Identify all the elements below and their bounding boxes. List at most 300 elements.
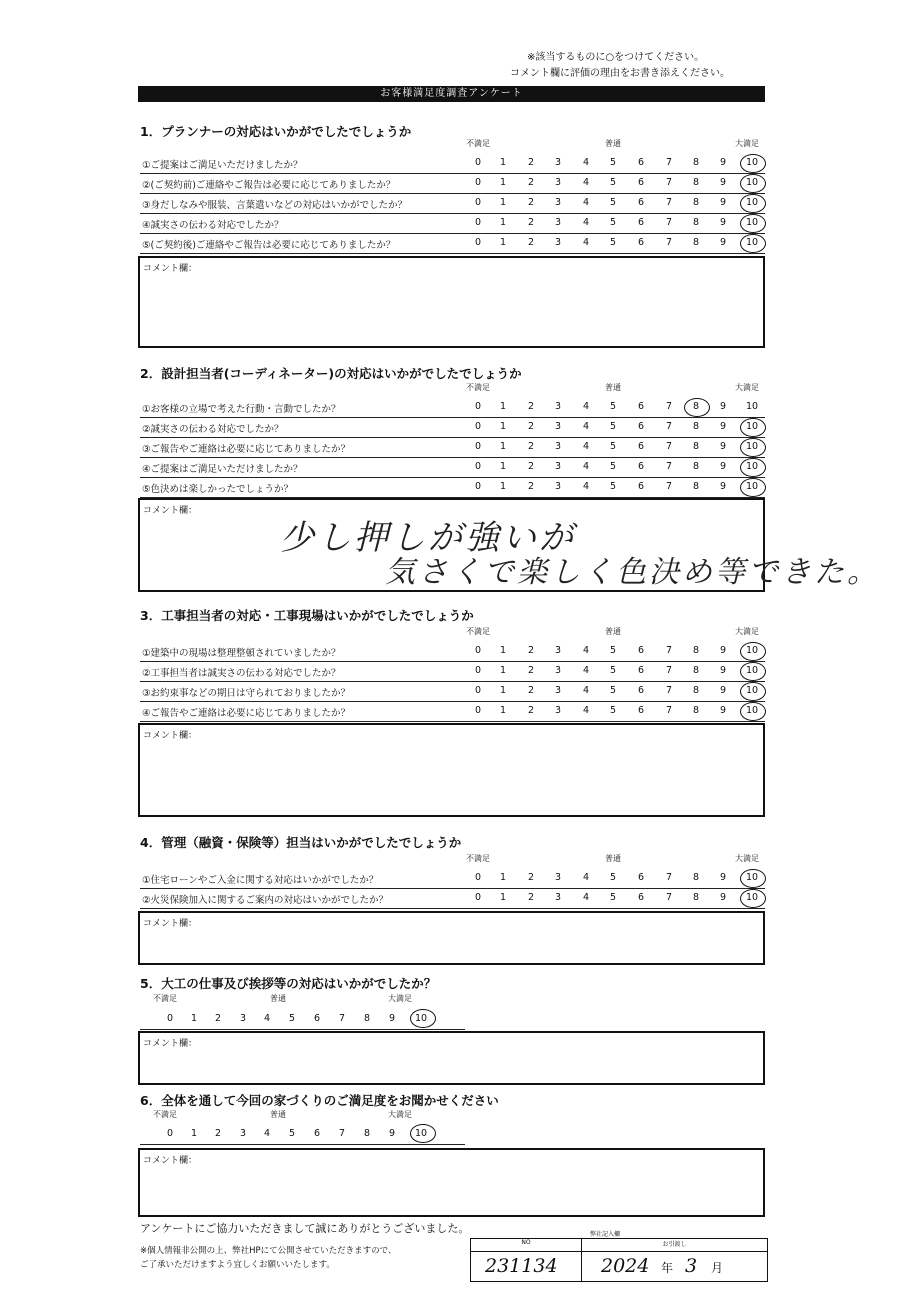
rating-option-4[interactable]: 4 — [582, 441, 590, 452]
rating-option-8[interactable]: 8 — [364, 1128, 371, 1139]
rating-option-3[interactable]: 3 — [554, 217, 562, 228]
rating-option-1[interactable]: 1 — [499, 197, 507, 208]
rating-option-10[interactable]: 10 — [746, 237, 759, 248]
rating-option-5[interactable]: 5 — [289, 1128, 296, 1139]
rating-option-7[interactable]: 7 — [665, 645, 673, 656]
rating-option-2[interactable]: 2 — [527, 177, 535, 188]
comment-label: コメント欄： — [143, 506, 198, 516]
rating-option-2[interactable]: 2 — [527, 872, 535, 883]
scale-label-low: 不満足 — [466, 383, 490, 392]
rating-option-0[interactable]: 0 — [474, 481, 482, 492]
rating-option-6[interactable]: 6 — [637, 217, 645, 228]
rating-option-10[interactable]: 10 — [746, 872, 759, 883]
selected-rating-circle — [740, 702, 766, 721]
comment-label: コメント欄： — [143, 1039, 198, 1049]
rating-option-0[interactable]: 0 — [474, 441, 482, 452]
rating-option-2[interactable]: 2 — [215, 1013, 222, 1024]
rating-option-4[interactable]: 4 — [582, 665, 590, 676]
question-row — [140, 214, 765, 234]
handwritten-comment: 気さくで楽しく色決め等できた。 — [385, 555, 880, 590]
rating-option-1[interactable]: 1 — [499, 421, 507, 432]
scale-label-high: 大満足 — [735, 383, 759, 392]
selected-rating-circle — [740, 234, 766, 253]
rating-option-6[interactable]: 6 — [637, 685, 645, 696]
selected-rating-circle — [740, 418, 766, 437]
comment-label: コメント欄： — [143, 731, 198, 741]
rating-option-9[interactable]: 9 — [719, 685, 727, 696]
question-row — [140, 234, 765, 254]
rating-option-1[interactable]: 1 — [499, 401, 507, 412]
rating-option-9[interactable]: 9 — [389, 1013, 396, 1024]
selected-rating-circle — [740, 194, 766, 213]
rating-option-2[interactable]: 2 — [527, 197, 535, 208]
rating-option-8[interactable]: 8 — [692, 872, 700, 883]
year-unit: 年 — [661, 1261, 674, 1275]
selected-rating-circle — [410, 1009, 436, 1028]
rating-option-0[interactable]: 0 — [474, 401, 482, 412]
rating-option-7[interactable]: 7 — [665, 665, 673, 676]
rating-option-5[interactable]: 5 — [609, 685, 617, 696]
rating-option-5[interactable]: 5 — [609, 401, 617, 412]
section-title: 4．管理（融資・保険等）担当はいかがでしたでしょうか — [140, 835, 462, 850]
scale-label-mid: 普通 — [605, 854, 621, 863]
question-text: ④ご報告やご連絡は必要に応じてありましたか？ — [142, 708, 351, 719]
month-value: 3 — [685, 1255, 698, 1277]
scale-label-high: 大満足 — [735, 139, 759, 148]
question-row — [140, 642, 765, 662]
scale-label-mid: 普通 — [270, 1110, 286, 1119]
rating-option-10[interactable]: 10 — [746, 441, 759, 452]
selected-rating-circle — [740, 438, 766, 457]
rating-option-4[interactable]: 4 — [582, 481, 590, 492]
rating-option-0[interactable]: 0 — [474, 685, 482, 696]
question-text: ③お約束事などの期日は守られておりましたか？ — [142, 688, 351, 699]
rating-option-6[interactable]: 6 — [637, 481, 645, 492]
rating-option-9[interactable]: 9 — [719, 705, 727, 716]
rating-option-10[interactable]: 10 — [746, 217, 759, 228]
rating-option-9[interactable]: 9 — [719, 665, 727, 676]
rating-option-10[interactable]: 10 — [746, 481, 759, 492]
selected-rating-circle — [740, 869, 766, 888]
rating-option-9[interactable]: 9 — [719, 157, 727, 168]
rating-option-2[interactable]: 2 — [527, 665, 535, 676]
rating-option-5[interactable]: 5 — [289, 1013, 296, 1024]
rating-option-5[interactable]: 5 — [609, 217, 617, 228]
rating-option-0[interactable]: 0 — [474, 237, 482, 248]
question-text: ②火災保険加入に関するご案内の対応はいかがでしたか？ — [142, 895, 389, 906]
rating-underline — [140, 1144, 465, 1145]
rating-option-6[interactable]: 6 — [314, 1013, 321, 1024]
question-text: ②誠実さの伝わる対応でしたか？ — [142, 424, 284, 435]
rating-option-7[interactable]: 7 — [665, 421, 673, 432]
rating-option-9[interactable]: 9 — [719, 441, 727, 452]
delivery-label: お引渡し — [582, 1239, 767, 1252]
selected-rating-circle — [740, 682, 766, 701]
rating-option-7[interactable]: 7 — [665, 441, 673, 452]
rating-option-2[interactable]: 2 — [527, 421, 535, 432]
rating-option-7[interactable]: 7 — [339, 1013, 346, 1024]
rating-option-2[interactable]: 2 — [527, 892, 535, 903]
rating-option-5[interactable]: 5 — [609, 197, 617, 208]
comment-label: コメント欄： — [143, 264, 198, 274]
selected-rating-circle — [740, 154, 766, 173]
rating-option-8[interactable]: 8 — [692, 441, 700, 452]
privacy-note: ご了承いただけますよう宜しくお願いいたします。 — [140, 1260, 335, 1270]
rating-option-1[interactable]: 1 — [499, 157, 507, 168]
rating-option-5[interactable]: 5 — [609, 237, 617, 248]
question-row — [140, 438, 765, 458]
rating-option-0[interactable]: 0 — [474, 705, 482, 716]
rating-option-4[interactable]: 4 — [582, 461, 590, 472]
rating-option-8[interactable]: 8 — [692, 665, 700, 676]
rating-option-3[interactable]: 3 — [240, 1013, 247, 1024]
section-title: 2．設計担当者(コーディネーター)の対応はいかがでしたでしょうか — [140, 366, 522, 381]
rating-option-0[interactable]: 0 — [474, 872, 482, 883]
rating-option-7[interactable]: 7 — [665, 157, 673, 168]
rating-option-5[interactable]: 5 — [609, 872, 617, 883]
question-text: ①建築中の現場は整理整頓されていましたか？ — [142, 648, 341, 659]
question-row — [140, 702, 765, 722]
rating-option-6[interactable]: 6 — [637, 872, 645, 883]
rating-option-1[interactable]: 1 — [499, 441, 507, 452]
rating-option-4[interactable]: 4 — [264, 1128, 271, 1139]
scale-label-mid: 普通 — [605, 383, 621, 392]
question-text: ③ご報告やご連絡は必要に応じてありましたか？ — [142, 444, 351, 455]
rating-option-0[interactable]: 0 — [474, 665, 482, 676]
rating-option-9[interactable]: 9 — [719, 177, 727, 188]
selected-rating-circle — [410, 1124, 436, 1143]
rating-option-10[interactable]: 10 — [746, 892, 759, 903]
rating-option-5[interactable]: 5 — [609, 705, 617, 716]
scale-label-mid: 普通 — [605, 139, 621, 148]
rating-option-2[interactable]: 2 — [527, 685, 535, 696]
thanks-message: アンケートにご協力いただきまして誠にありがとうございました。 — [140, 1222, 470, 1235]
rating-option-5[interactable]: 5 — [609, 177, 617, 188]
rating-option-6[interactable]: 6 — [637, 892, 645, 903]
rating-option-8[interactable]: 8 — [692, 217, 700, 228]
rating-option-5[interactable]: 5 — [609, 892, 617, 903]
rating-option-7[interactable]: 7 — [665, 177, 673, 188]
rating-option-10[interactable]: 10 — [746, 665, 759, 676]
rating-option-6[interactable]: 6 — [637, 237, 645, 248]
rating-option-9[interactable]: 9 — [719, 461, 727, 472]
rating-option-9[interactable]: 9 — [719, 401, 727, 412]
rating-option-0[interactable]: 0 — [167, 1128, 174, 1139]
rating-option-1[interactable]: 1 — [499, 461, 507, 472]
rating-option-3[interactable]: 3 — [554, 197, 562, 208]
rating-option-1[interactable]: 1 — [499, 645, 507, 656]
rating-option-0[interactable]: 0 — [167, 1013, 174, 1024]
rating-option-1[interactable]: 1 — [191, 1013, 198, 1024]
question-text: ⑤(ご契約後)ご連絡やご報告は必要に応じてありましたか？ — [142, 240, 396, 251]
rating-option-10[interactable]: 10 — [746, 705, 759, 716]
rating-option-9[interactable]: 9 — [719, 217, 727, 228]
rating-option-3[interactable]: 3 — [554, 665, 562, 676]
selected-rating-circle — [740, 458, 766, 477]
rating-option-7[interactable]: 7 — [665, 705, 673, 716]
instruction-note: ※該当するものに○をつけてください。 — [527, 52, 705, 63]
rating-option-7[interactable]: 7 — [665, 237, 673, 248]
rating-option-0[interactable]: 0 — [474, 645, 482, 656]
no-label: NO — [471, 1239, 581, 1252]
rating-option-4[interactable]: 4 — [582, 217, 590, 228]
rating-option-4[interactable]: 4 — [582, 685, 590, 696]
rating-option-7[interactable]: 7 — [665, 217, 673, 228]
no-value: 231134 — [485, 1255, 558, 1277]
rating-option-10[interactable]: 10 — [746, 157, 759, 168]
rating-option-8[interactable]: 8 — [692, 892, 700, 903]
rating-option-0[interactable]: 0 — [474, 461, 482, 472]
rating-option-2[interactable]: 2 — [527, 157, 535, 168]
question-text: ①住宅ローンやご入金に関する対応はいかがでしたか？ — [142, 875, 379, 886]
rating-underline — [140, 1029, 465, 1030]
rating-option-5[interactable]: 5 — [609, 665, 617, 676]
rating-option-7[interactable]: 7 — [665, 892, 673, 903]
question-text: ②工事担当者は誠実さの伝わる対応でしたか？ — [142, 668, 341, 679]
month-unit: 月 — [711, 1261, 724, 1275]
question-text: ③身だしなみや服装、言葉遣いなどの対応はいかがでしたか？ — [142, 200, 408, 211]
rating-option-6[interactable]: 6 — [637, 421, 645, 432]
survey-title: お客様満足度調査アンケート — [138, 86, 765, 102]
rating-option-5[interactable]: 5 — [609, 461, 617, 472]
rating-option-10[interactable]: 10 — [746, 197, 759, 208]
rating-option-9[interactable]: 9 — [719, 421, 727, 432]
scale-label-low: 不満足 — [466, 627, 490, 636]
scale-label-low: 不満足 — [466, 854, 490, 863]
rating-option-7[interactable]: 7 — [665, 481, 673, 492]
rating-option-1[interactable]: 1 — [499, 217, 507, 228]
rating-option-6[interactable]: 6 — [637, 401, 645, 412]
rating-option-3[interactable]: 3 — [554, 177, 562, 188]
question-text: ①ご提案はご満足いただけましたか？ — [142, 160, 303, 171]
question-row — [140, 154, 765, 174]
rating-option-7[interactable]: 7 — [339, 1128, 346, 1139]
question-text: ④誠実さの伝わる対応でしたか？ — [142, 220, 284, 231]
question-row — [140, 662, 765, 682]
rating-option-1[interactable]: 1 — [499, 705, 507, 716]
rating-option-9[interactable]: 9 — [719, 237, 727, 248]
selected-rating-circle — [740, 174, 766, 193]
question-row — [140, 458, 765, 478]
comment-box[interactable] — [138, 723, 765, 817]
rating-option-8[interactable]: 8 — [364, 1013, 371, 1024]
rating-option-2[interactable]: 2 — [527, 461, 535, 472]
rating-option-5[interactable]: 5 — [609, 645, 617, 656]
rating-option-6[interactable]: 6 — [637, 157, 645, 168]
rating-option-1[interactable]: 1 — [499, 872, 507, 883]
rating-option-2[interactable]: 2 — [527, 481, 535, 492]
rating-option-10[interactable]: 10 — [415, 1013, 428, 1024]
rating-option-0[interactable]: 0 — [474, 177, 482, 188]
question-row — [140, 194, 765, 214]
scale-label-high: 大満足 — [735, 854, 759, 863]
rating-option-3[interactable]: 3 — [554, 461, 562, 472]
rating-option-4[interactable]: 4 — [582, 892, 590, 903]
rating-option-3[interactable]: 3 — [554, 237, 562, 248]
rating-option-4[interactable]: 4 — [582, 177, 590, 188]
rating-option-8[interactable]: 8 — [692, 157, 700, 168]
rating-option-2[interactable]: 2 — [527, 401, 535, 412]
rating-option-0[interactable]: 0 — [474, 892, 482, 903]
rating-option-0[interactable]: 0 — [474, 157, 482, 168]
rating-option-10[interactable]: 10 — [746, 685, 759, 696]
rating-option-9[interactable]: 9 — [719, 645, 727, 656]
rating-option-7[interactable]: 7 — [665, 872, 673, 883]
rating-option-8[interactable]: 8 — [692, 401, 700, 412]
rating-option-4[interactable]: 4 — [582, 421, 590, 432]
rating-option-9[interactable]: 9 — [719, 481, 727, 492]
rating-option-8[interactable]: 8 — [692, 685, 700, 696]
year-value: 2024 — [601, 1255, 650, 1277]
rating-option-8[interactable]: 8 — [692, 177, 700, 188]
comment-label: コメント欄： — [143, 919, 198, 929]
question-text: ①お客様の立場で考えた行動・言動でしたか？ — [142, 404, 341, 415]
rating-option-2[interactable]: 2 — [527, 441, 535, 452]
rating-option-6[interactable]: 6 — [637, 665, 645, 676]
scale-label-low: 不満足 — [466, 139, 490, 148]
rating-option-6[interactable]: 6 — [637, 705, 645, 716]
rating-option-10[interactable]: 10 — [746, 401, 759, 412]
rating-option-4[interactable]: 4 — [582, 645, 590, 656]
rating-option-1[interactable]: 1 — [499, 892, 507, 903]
scale-label-high: 大満足 — [735, 627, 759, 636]
scale-label-low: 不満足 — [153, 1110, 177, 1119]
selected-rating-circle — [740, 662, 766, 681]
rating-option-8[interactable]: 8 — [692, 421, 700, 432]
rating-option-0[interactable]: 0 — [474, 217, 482, 228]
rating-option-1[interactable]: 1 — [499, 665, 507, 676]
rating-option-2[interactable]: 2 — [527, 217, 535, 228]
rating-option-2[interactable]: 2 — [215, 1128, 222, 1139]
handwritten-comment: 少し押しが強いが — [280, 518, 576, 558]
question-row — [140, 682, 765, 702]
rating-option-5[interactable]: 5 — [609, 441, 617, 452]
privacy-note: ※個人情報非公開の上、弊社HPにて公開させていただきますので、 — [140, 1246, 397, 1256]
rating-option-10[interactable]: 10 — [746, 645, 759, 656]
rating-option-3[interactable]: 3 — [240, 1128, 247, 1139]
instruction-note: コメント欄に評価の理由をお書き添えください。 — [510, 68, 730, 79]
rating-option-6[interactable]: 6 — [314, 1128, 321, 1139]
rating-option-1[interactable]: 1 — [499, 177, 507, 188]
rating-option-7[interactable]: 7 — [665, 685, 673, 696]
rating-option-2[interactable]: 2 — [527, 237, 535, 248]
selected-rating-circle — [740, 214, 766, 233]
question-row — [140, 869, 765, 889]
rating-option-0[interactable]: 0 — [474, 421, 482, 432]
rating-option-9[interactable]: 9 — [719, 892, 727, 903]
rating-option-3[interactable]: 3 — [554, 892, 562, 903]
question-row — [140, 418, 765, 438]
scale-label-high: 大満足 — [388, 1110, 412, 1119]
rating-option-1[interactable]: 1 — [499, 481, 507, 492]
question-row — [140, 174, 765, 194]
rating-option-6[interactable]: 6 — [637, 177, 645, 188]
rating-option-9[interactable]: 9 — [719, 872, 727, 883]
rating-option-8[interactable]: 8 — [692, 645, 700, 656]
rating-option-9[interactable]: 9 — [719, 197, 727, 208]
selected-rating-circle — [740, 642, 766, 661]
rating-option-3[interactable]: 3 — [554, 705, 562, 716]
question-text: ④ご提案はご満足いただけましたか？ — [142, 464, 303, 475]
rating-option-4[interactable]: 4 — [264, 1013, 271, 1024]
rating-option-3[interactable]: 3 — [554, 872, 562, 883]
rating-option-3[interactable]: 3 — [554, 421, 562, 432]
rating-option-1[interactable]: 1 — [191, 1128, 198, 1139]
section-title: 5．大工の仕事及び挨拶等の対応はいかがでしたか？ — [140, 976, 437, 991]
rating-option-8[interactable]: 8 — [692, 481, 700, 492]
section-title: 6．全体を通して今回の家づくりのご満足度をお聞かせください — [140, 1093, 499, 1108]
comment-box[interactable] — [138, 911, 765, 965]
rating-option-1[interactable]: 1 — [499, 237, 507, 248]
rating-option-3[interactable]: 3 — [554, 481, 562, 492]
question-text: ⑤色決めは楽しかったでしょうか？ — [142, 484, 294, 495]
rating-option-5[interactable]: 5 — [609, 157, 617, 168]
rating-option-6[interactable]: 6 — [637, 441, 645, 452]
scale-label-high: 大満足 — [388, 994, 412, 1003]
rating-option-7[interactable]: 7 — [665, 401, 673, 412]
rating-option-3[interactable]: 3 — [554, 401, 562, 412]
scale-label-mid: 普通 — [270, 994, 286, 1003]
question-text: ②(ご契約前)ご連絡やご報告は必要に応じてありましたか？ — [142, 180, 396, 191]
rating-option-8[interactable]: 8 — [692, 197, 700, 208]
rating-option-3[interactable]: 3 — [554, 157, 562, 168]
office-use-label: 弊社記入欄 — [590, 1231, 621, 1238]
comment-label: コメント欄： — [143, 1156, 198, 1166]
rating-option-10[interactable]: 10 — [746, 177, 759, 188]
office-use-table — [470, 1238, 768, 1282]
question-row — [140, 889, 765, 909]
rating-option-10[interactable]: 10 — [746, 461, 759, 472]
rating-option-7[interactable]: 7 — [665, 197, 673, 208]
rating-option-4[interactable]: 4 — [582, 872, 590, 883]
rating-option-8[interactable]: 8 — [692, 237, 700, 248]
rating-option-5[interactable]: 5 — [609, 421, 617, 432]
question-row — [140, 398, 765, 418]
selected-rating-circle — [684, 398, 710, 417]
rating-option-2[interactable]: 2 — [527, 705, 535, 716]
rating-option-10[interactable]: 10 — [415, 1128, 428, 1139]
question-row — [140, 478, 765, 498]
section-title: 1．プランナーの対応はいかがでしたでしょうか — [140, 124, 412, 139]
rating-option-3[interactable]: 3 — [554, 441, 562, 452]
rating-option-4[interactable]: 4 — [582, 157, 590, 168]
rating-option-6[interactable]: 6 — [637, 461, 645, 472]
rating-option-8[interactable]: 8 — [692, 705, 700, 716]
rating-option-8[interactable]: 8 — [692, 461, 700, 472]
rating-option-4[interactable]: 4 — [582, 197, 590, 208]
rating-option-1[interactable]: 1 — [499, 685, 507, 696]
rating-option-6[interactable]: 6 — [637, 645, 645, 656]
rating-option-3[interactable]: 3 — [554, 645, 562, 656]
rating-option-5[interactable]: 5 — [609, 481, 617, 492]
rating-option-0[interactable]: 0 — [474, 197, 482, 208]
rating-option-2[interactable]: 2 — [527, 645, 535, 656]
rating-option-3[interactable]: 3 — [554, 685, 562, 696]
scale-label-low: 不満足 — [153, 994, 177, 1003]
rating-option-7[interactable]: 7 — [665, 461, 673, 472]
section-title: 3．工事担当者の対応・工事現場はいかがでしたでしょうか — [140, 608, 474, 623]
rating-option-6[interactable]: 6 — [637, 197, 645, 208]
rating-option-9[interactable]: 9 — [389, 1128, 396, 1139]
comment-box[interactable] — [138, 1148, 765, 1217]
comment-box[interactable] — [138, 1031, 765, 1085]
rating-option-10[interactable]: 10 — [746, 421, 759, 432]
rating-option-4[interactable]: 4 — [582, 401, 590, 412]
rating-option-4[interactable]: 4 — [582, 237, 590, 248]
scale-label-mid: 普通 — [605, 627, 621, 636]
comment-box[interactable] — [138, 256, 765, 348]
rating-option-4[interactable]: 4 — [582, 705, 590, 716]
